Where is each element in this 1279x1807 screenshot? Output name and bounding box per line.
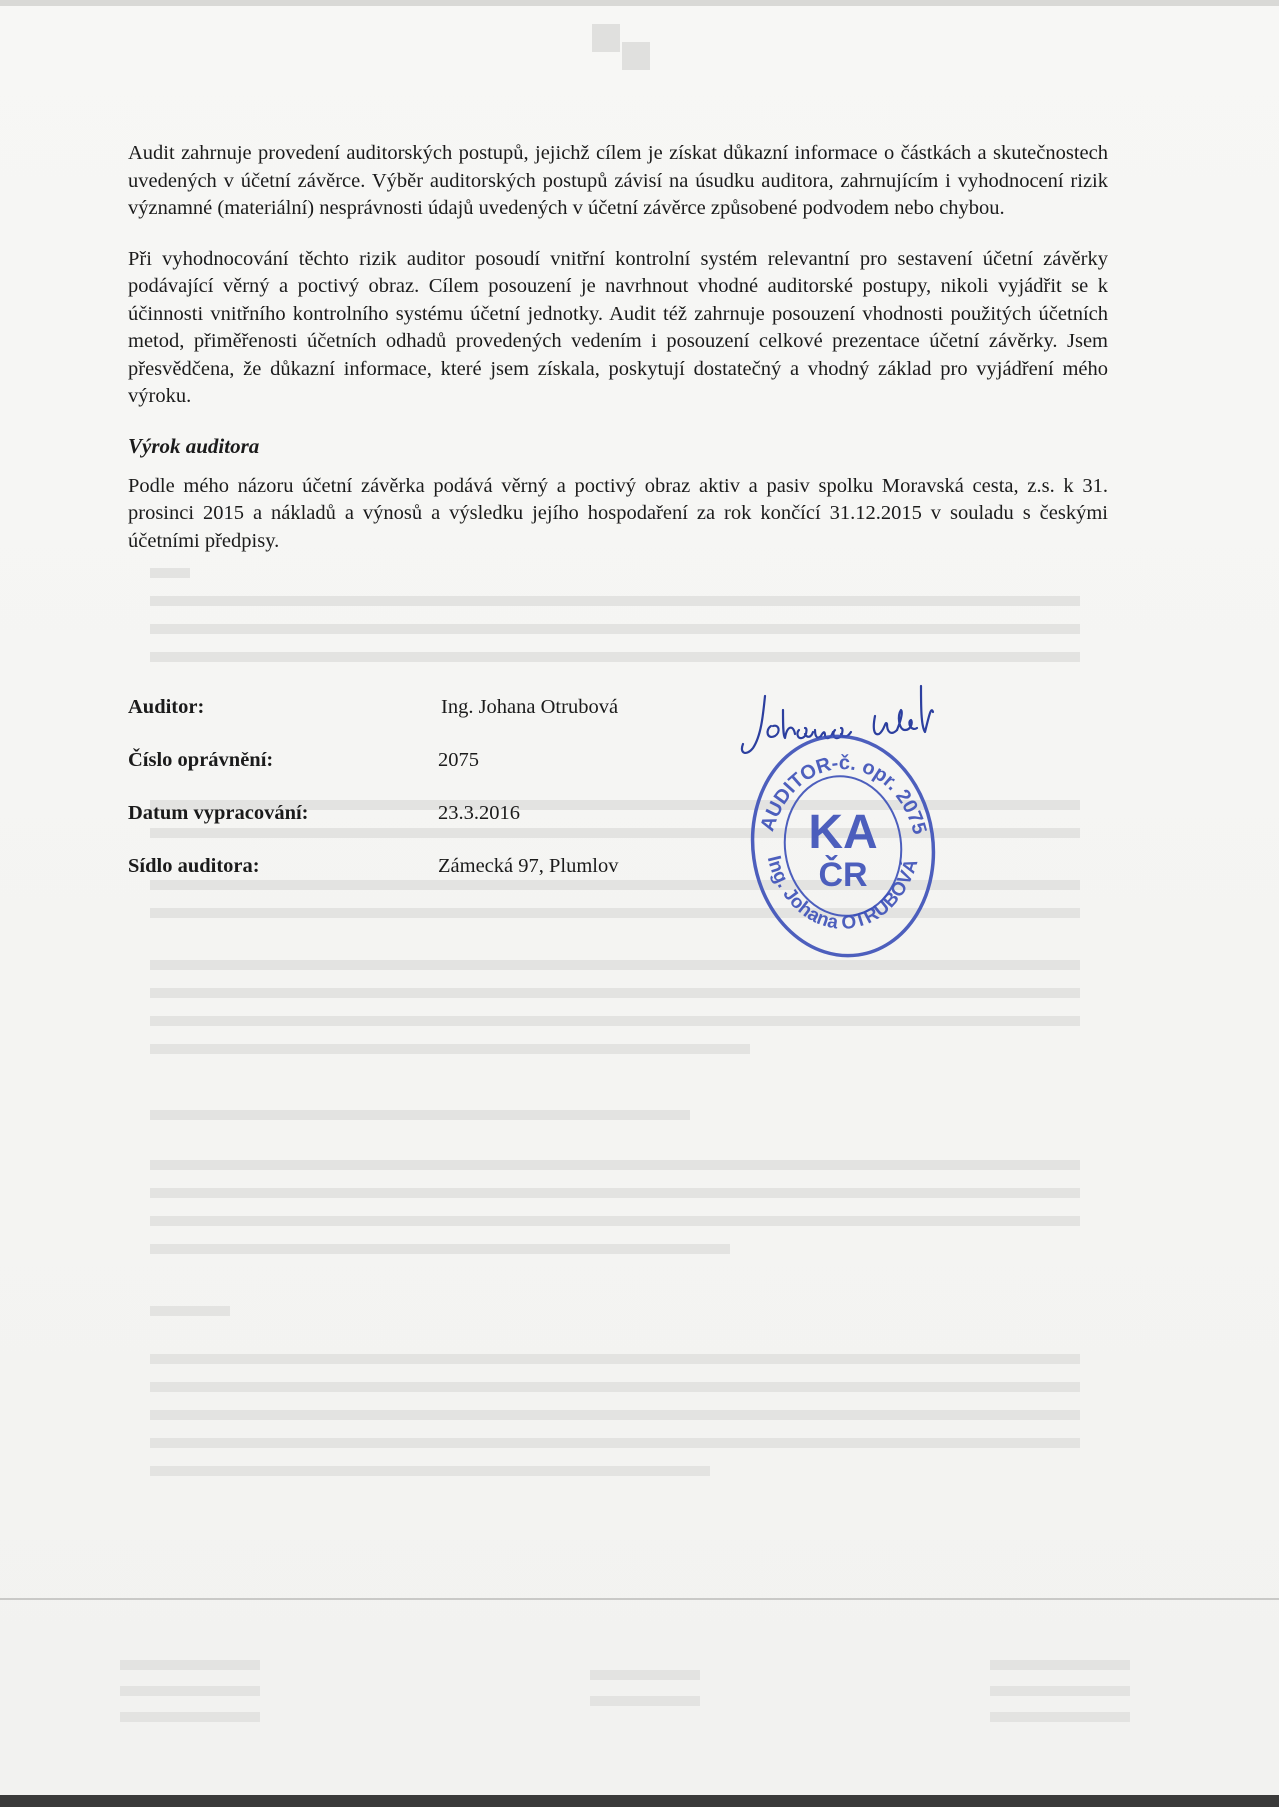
- date-label: Datum vypracování:: [128, 802, 309, 824]
- audit-procedure-paragraph: Audit zahrnuje provedení auditorských postupů, jejichž cílem je získat důkazní informace o částkách a skutečnostech uvedených v účetní závěrce. Výběr auditorských postupů závisí na úsudku auditora, zahrnujícím i vyhodnocení rizik významné (materiální) nesprávnosti údajů uvedených v účetní závěrce způsobené podvodem nebo chybou.: [128, 142, 1108, 219]
- opinion-heading: Výrok auditora: [128, 433, 260, 458]
- license-value: 2075: [438, 749, 479, 771]
- scan-edge-top: [0, 0, 1279, 6]
- logo-showthrough: [592, 24, 652, 72]
- stamp-ring-bottom-text: Ing. Johana OTRUBOVÁ: [762, 853, 923, 935]
- opinion-paragraph: Podle mého názoru účetní závěrka podává věrný a poctivý obraz aktiv a pasiv spolku Moravská cesta, z.s. k 31. prosinci 2015 a nákladů a výnosů a výsledku jejího hospodaření za rok končící 31.12.2015 v souladu s českými účetními předpisy.: [128, 474, 1108, 552]
- auditor-stamp: [748, 728, 938, 958]
- risk-assessment-paragraph: Při vyhodnocování těchto rizik auditor posoudí vnitřní kontrolní systém relevantní pro sestavení účetní závěrky podávající věrný a poctivý obraz. Cílem posouzení je navrhnout vhodné auditorské postupy, nikoli vyjádřit se k účinnosti vnitřního kontrolního systému účetní jednotky. Audit též zahrnuje posouzení vhodnosti použitých účetních metod, přiměřenosti účetních odhadů provedených vedením i posouzení celkové prezentace účetní závěrky. Jsem přesvědčena, že důkazní informace, které jsem získala, poskytují dostatečný a vhodný základ pro vyjádření mého výroku.: [128, 247, 1108, 407]
- stamp-ring-top-text: AUDITOR-č. opr. 2075: [756, 751, 931, 837]
- stamp-center-ka: KA: [808, 806, 878, 859]
- address-value: Zámecká 97, Plumlov: [438, 855, 619, 877]
- date-row: [128, 802, 728, 855]
- license-row: [128, 749, 728, 802]
- auditor-row: [128, 696, 728, 749]
- address-row: [128, 855, 728, 908]
- auditor-label: Auditor:: [128, 696, 205, 718]
- auditor-value: Ing. Johana Otrubová: [441, 696, 619, 718]
- license-label: Číslo oprávnění:: [128, 749, 274, 771]
- date-value: 23.3.2016: [438, 802, 520, 824]
- auditor-info-block: [128, 696, 728, 908]
- stamp-center-cr: ČR: [818, 856, 868, 894]
- scan-edge-bottom: [0, 1795, 1279, 1807]
- report-body: [128, 140, 1108, 578]
- address-label: Sídlo auditora:: [128, 855, 260, 877]
